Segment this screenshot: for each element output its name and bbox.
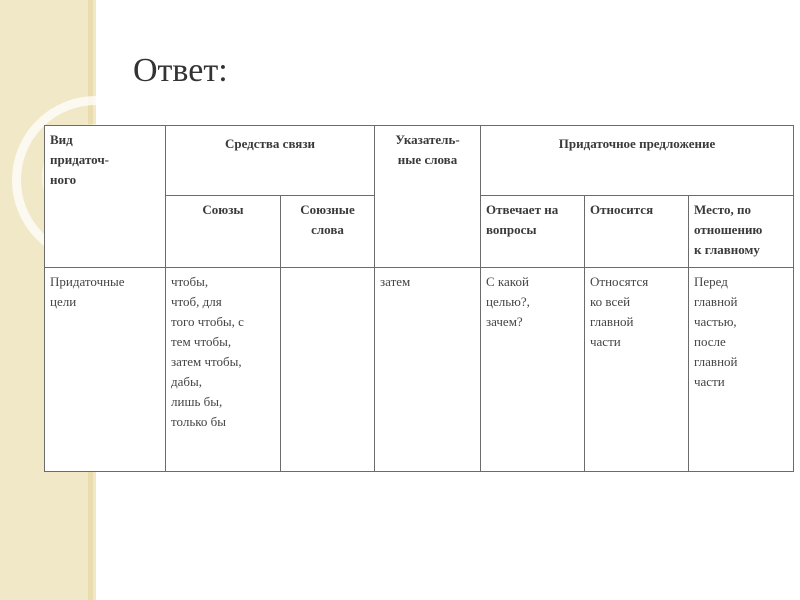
cell-line: чтобы, xyxy=(171,274,209,289)
header-sredstva: Средства связи xyxy=(166,126,375,196)
cell-line: тем чтобы, xyxy=(171,334,232,349)
cell-vid xyxy=(45,268,166,472)
header-soyuznye xyxy=(281,196,375,268)
cell-ukazatel: затем xyxy=(375,268,481,472)
header-ukazatel-line: ные слова xyxy=(397,152,458,167)
cell-line: главной xyxy=(694,294,738,309)
slide-title: Ответ: xyxy=(133,52,228,89)
cell-line: лишь бы, xyxy=(171,394,223,409)
table-row xyxy=(45,268,794,472)
cell-line: Перед xyxy=(694,274,728,289)
cell-line: после xyxy=(694,334,726,349)
header-mesto xyxy=(689,196,794,268)
cell-line: затем чтобы, xyxy=(171,354,242,369)
cell-line: части xyxy=(590,334,621,349)
header-vid-line: придаточ- xyxy=(50,152,109,167)
cell-soyuzy xyxy=(166,268,281,472)
cell-line: дабы, xyxy=(171,374,202,389)
cell-line: С какой xyxy=(486,274,529,289)
header-vid xyxy=(45,126,166,268)
cell-line: Придаточные xyxy=(50,274,125,289)
header-soyuzy: Союзы xyxy=(166,196,281,268)
cell-line: главной xyxy=(590,314,634,329)
header-ukazatel-line: Указатель- xyxy=(395,132,460,147)
cell-voprosy xyxy=(481,268,585,472)
cell-line: только бы xyxy=(171,414,227,429)
header-mesto-line: отношению xyxy=(694,222,763,237)
cell-line: чтоб, для xyxy=(171,294,222,309)
header-mesto-line: Место, по xyxy=(694,202,752,217)
header-pridatochnoe: Придаточное предложение xyxy=(481,126,794,196)
header-soyuznye-line: слова xyxy=(311,222,344,237)
header-ukazatel xyxy=(375,126,481,268)
cell-line: зачем? xyxy=(486,314,523,329)
header-vid-line: ного xyxy=(50,172,77,187)
cell-line: цели xyxy=(50,294,77,309)
cell-line: части xyxy=(694,374,725,389)
header-soyuznye-line: Союзные xyxy=(300,202,355,217)
cell-line: Относятся xyxy=(590,274,649,289)
header-otvechaet xyxy=(481,196,585,268)
cell-line: главной xyxy=(694,354,738,369)
cell-line: того чтобы, с xyxy=(171,314,244,329)
header-otvechaet-line: Отвечает на xyxy=(486,202,559,217)
answer-table xyxy=(44,125,794,472)
header-row-1 xyxy=(45,126,794,196)
cell-soyuznye xyxy=(281,268,375,472)
header-vid-line: Вид xyxy=(50,132,73,147)
header-otnositsya: Относится xyxy=(585,196,689,268)
cell-line: целью?, xyxy=(486,294,530,309)
cell-line: частью, xyxy=(694,314,737,329)
header-otvechaet-line: вопросы xyxy=(486,222,537,237)
header-mesto-line: к главному xyxy=(694,242,760,257)
cell-mesto xyxy=(689,268,794,472)
cell-line: ко всей xyxy=(590,294,631,309)
cell-otnositsya xyxy=(585,268,689,472)
